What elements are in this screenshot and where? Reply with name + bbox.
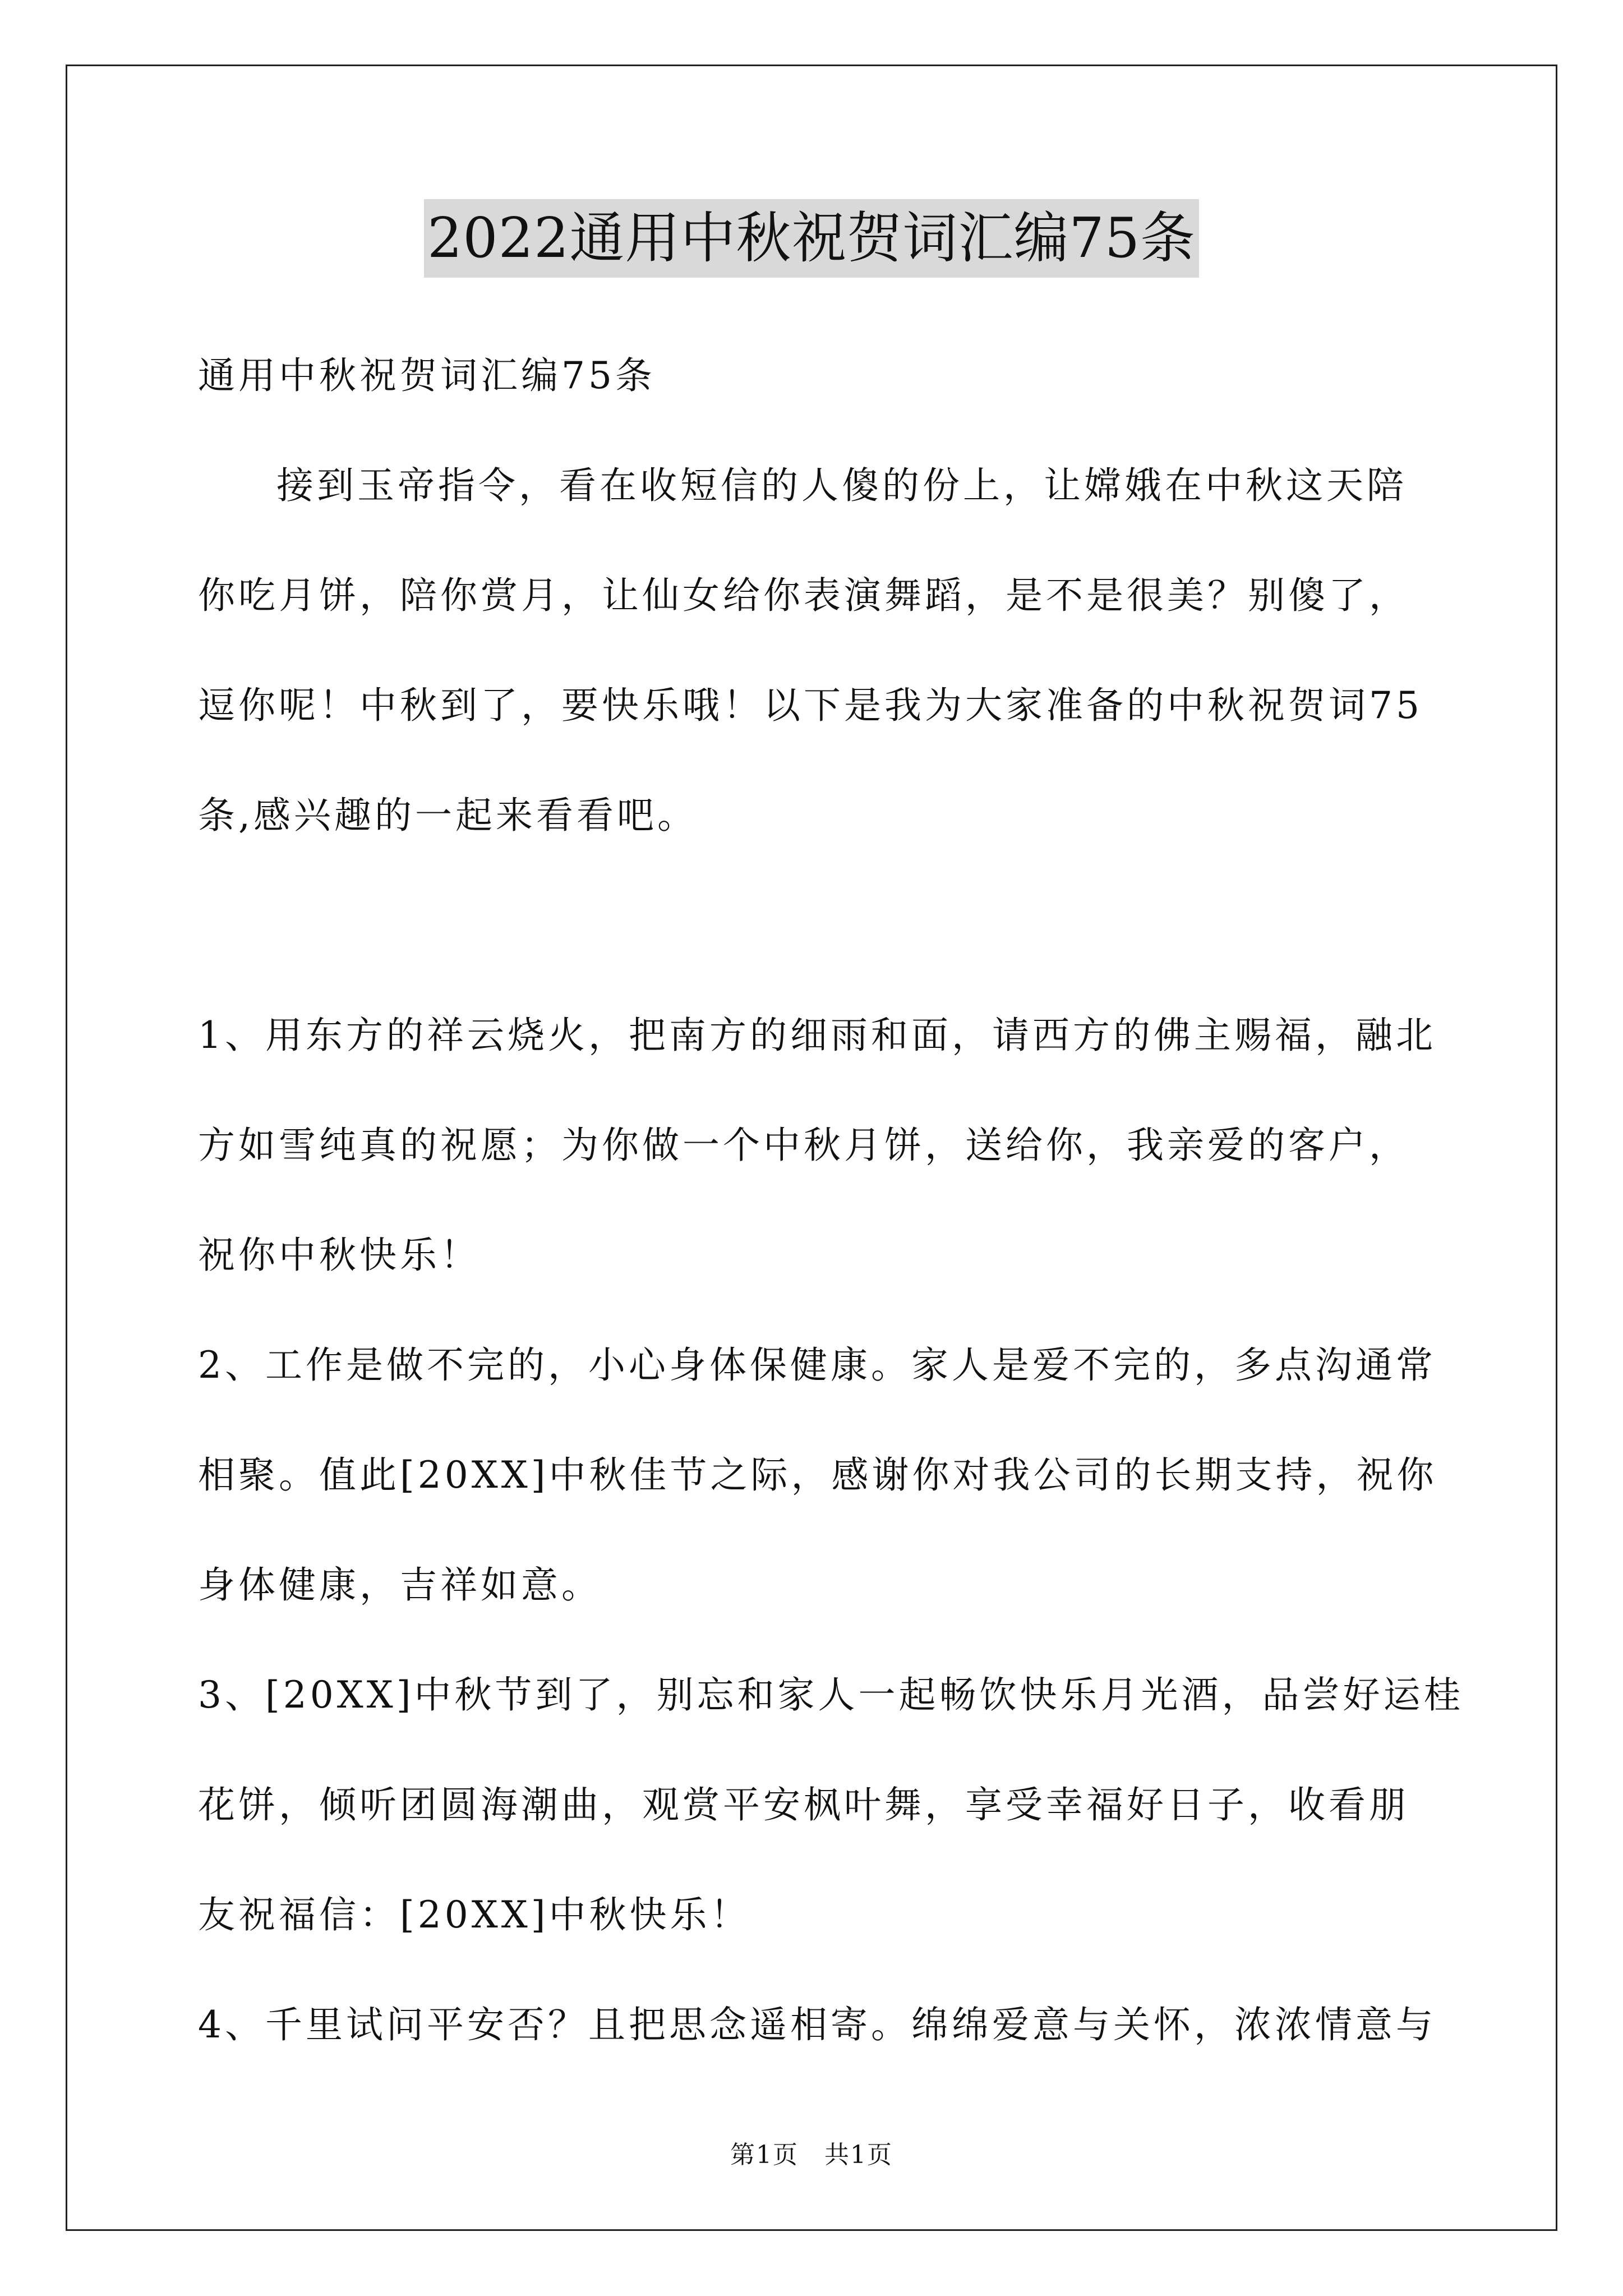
page-footer: 第1页 共1页 bbox=[730, 2141, 893, 2169]
item-line: 4、千里试问平安否？且把思念遥相寄。绵绵爱意与关怀，浓浓情意与 bbox=[198, 2003, 1436, 2046]
title-container bbox=[0, 199, 1623, 278]
document-title: 2022通用中秋祝贺词汇编75条 bbox=[424, 199, 1199, 278]
item-line: 友祝福信：[20XX]中秋快乐！ bbox=[198, 1893, 751, 1936]
item-line: 方如雪纯真的祝愿；为你做一个中秋月饼，送给你，我亲爱的客户， bbox=[198, 1124, 1409, 1167]
paragraph-line: 逗你呢！中秋到了，要快乐哦！以下是我为大家准备的中秋祝贺词75 bbox=[198, 684, 1423, 727]
item-line: 身体健康，吉祥如意。 bbox=[198, 1563, 602, 1607]
item-line: 2、工作是做不完的，小心身体保健康。家人是爱不完的，多点沟通常 bbox=[198, 1343, 1436, 1387]
document-body bbox=[198, 337, 1464, 2096]
subtitle: 通用中秋祝贺词汇编75条 bbox=[198, 354, 656, 397]
item-line: 相聚。值此[20XX]中秋佳节之际，感谢你对我公司的长期支持，祝你 bbox=[198, 1453, 1437, 1497]
paragraph-line: 接到玉帝指令，看在收短信的人傻的份上，让嫦娥在中秋这天陪 bbox=[276, 464, 1407, 507]
item-line: 花饼，倾听团圆海潮曲，观赏平安枫叶舞，享受幸福好日子，收看朋 bbox=[198, 1783, 1409, 1826]
blank-line bbox=[198, 886, 1432, 996]
paragraph-line: 条,感兴趣的一起来看看吧。 bbox=[198, 794, 698, 837]
item-line: 1、用东方的祥云烧火，把南方的细雨和面，请西方的佛主赐福，融北 bbox=[198, 1014, 1436, 1057]
item-line: 3、[20XX]中秋节到了，别忘和家人一起畅饮快乐月光酒，品尝好运桂 bbox=[198, 1673, 1464, 1717]
paragraph-line: 你吃月饼，陪你赏月，让仙女给你表演舞蹈，是不是很美？别傻了， bbox=[198, 574, 1409, 617]
item-line: 祝你中秋快乐！ bbox=[198, 1234, 481, 1277]
